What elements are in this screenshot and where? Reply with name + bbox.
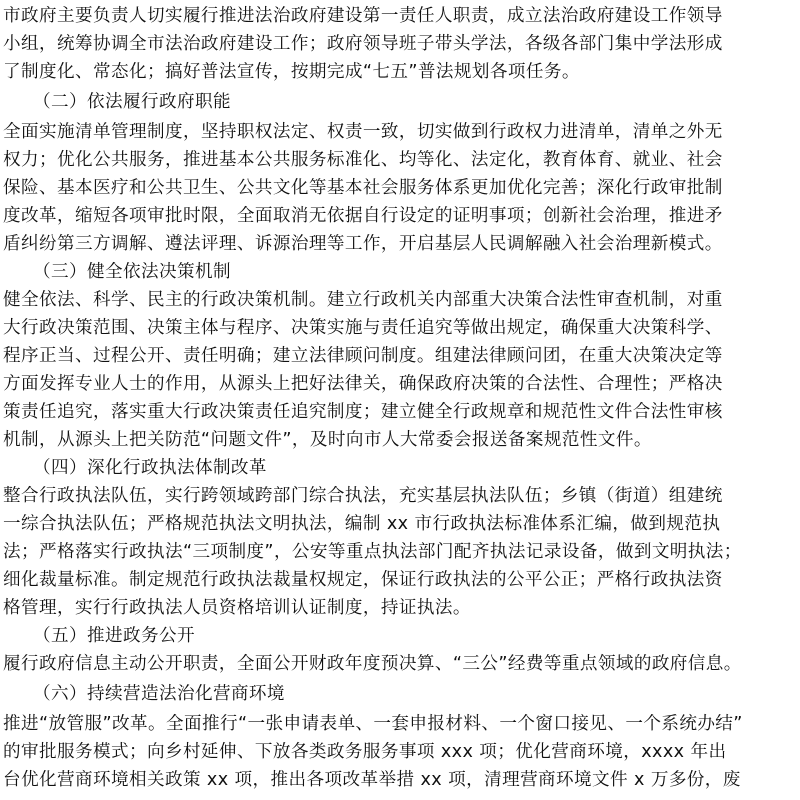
- paragraph-line: 履行政府信息主动公开职责，全面公开财政年度预决算、“三公”经费等重点领域的政府信息。: [3, 654, 742, 674]
- paragraph-line: 一综合执法队伍；严格规范执法文明执法，编制 xx 市行政执法标准体系汇编，做到规范执: [3, 514, 721, 534]
- paragraph-line: 了制度化、常态化；搞好普法宣传，按期完成“七五”普法规划各项任务。: [3, 62, 580, 82]
- section-heading: （五）推进政务公开: [33, 626, 195, 646]
- section-heading: （六）持续营造法治化营商环境: [33, 684, 285, 704]
- section-heading: （三）健全依法决策机制: [33, 262, 231, 282]
- paragraph-line: 法；严格落实行政执法“三项制度”，公安等重点执法部门配齐执法记录设备，做到文明执法；: [3, 542, 742, 562]
- paragraph-line: 盾纠纷第三方调解、遵法评理、诉源治理等工作，开启基层人民调解融入社会治理新模式。: [3, 234, 723, 254]
- paragraph-line: 大行政决策范围、决策主体与程序、决策实施与责任追究等做出规定，确保重大决策科学、: [3, 318, 723, 338]
- paragraph-line: 全面实施清单管理制度，坚持职权法定、权责一致，切实做到行政权力进清单，清单之外无: [3, 122, 723, 142]
- paragraph-line: 市政府主要负责人切实履行推进法治政府建设第一责任人职责，成立法治政府建设工作领导: [3, 6, 723, 26]
- paragraph-line: 格管理，实行行政执法人员资格培训认证制度，持证执法。: [3, 598, 471, 618]
- paragraph-line: 健全依法、科学、民主的行政决策机制。建立行政机关内部重大决策合法性审查机制，对重: [3, 290, 723, 310]
- paragraph-line: 整合行政执法队伍，实行跨领域跨部门综合执法，充实基层执法队伍；乡镇（街道）组建统: [3, 486, 723, 506]
- paragraph-line: 机制，从源头上把关防范“问题文件”，及时向市人大常委会报送备案规范性文件。: [3, 430, 652, 450]
- paragraph-line: 程序正当、过程公开、责任明确；建立法律顾问制度。组建法律顾问团，在重大决策决定等: [3, 346, 723, 366]
- paragraph-line: 台优化营商环境相关政策 xx 项，推出各项改革举措 xx 项，清理营商环境文件 x 万多份，废: [3, 770, 741, 790]
- paragraph-line: 保险、基本医疗和公共卫生、公共文化等基本社会服务体系更加优化完善；深化行政审批制: [3, 178, 723, 198]
- paragraph-line: 推进“放管服”改革。全面推行“一张申请表单、一套申报材料、一个窗口接见、一个系统办结”: [3, 714, 743, 734]
- section-heading: （四）深化行政执法体制改革: [33, 458, 267, 478]
- paragraph-line: 度改革，缩短各项审批时限，全面取消无依据自行设定的证明事项；创新社会治理，推进矛: [3, 206, 723, 226]
- paragraph-line: 权力；优化公共服务，推进基本公共服务标准化、均等化、法定化，教育体育、就业、社会: [3, 150, 723, 170]
- paragraph-line: 策责任追究，落实重大行政决策责任追究制度；建立健全行政规章和规范性文件合法性审核: [3, 402, 723, 422]
- paragraph-line: 的审批服务模式；向乡村延伸、下放各类政务服务事项 xxx 项；优化营商环境，xxxx 年出: [3, 742, 727, 762]
- paragraph-line: 方面发挥专业人士的作用，从源头上把好法律关，确保政府决策的合法性、合理性；严格决: [3, 374, 723, 394]
- paragraph-line: 小组，统筹协调全市法治政府建设工作；政府领导班子带头学法，各级各部门集中学法形成: [3, 34, 723, 54]
- section-heading: （二）依法履行政府职能: [33, 92, 231, 112]
- paragraph-line: 细化裁量标准。制定规范行政执法裁量权规定，保证行政执法的公平公正；严格行政执法资: [3, 570, 723, 590]
